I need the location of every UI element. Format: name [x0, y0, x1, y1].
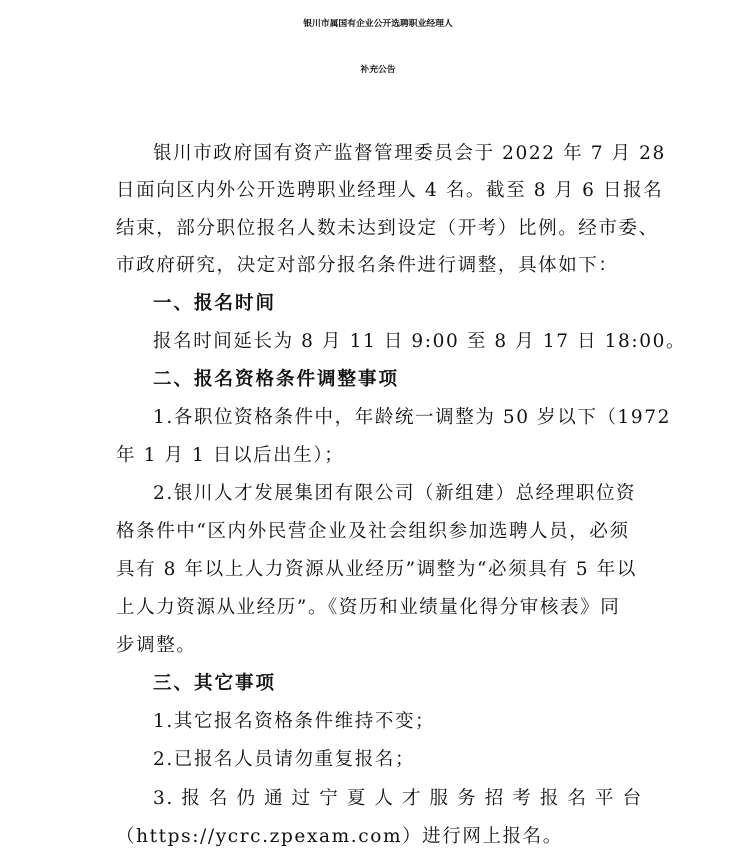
intro-paragraph-line: 结束，部分职位报名人数未达到设定（开考）比例。经市委、 — [116, 218, 659, 239]
registration-time-text: 报名时间延长为 8 月 11 日 9:00 至 8 月 17 日 18:00。 — [153, 331, 687, 352]
qualification-item-line: 2.银川人才发展集团有限公司（新组建）总经理职位资 — [153, 483, 637, 504]
qualification-item-line: 格条件中“区内外民营企业及社会组织参加选聘人员，必须 — [116, 521, 630, 542]
section-heading-other-matters: 三、其它事项 — [153, 673, 277, 694]
section-heading-qualification-changes: 二、报名资格条件调整事项 — [153, 369, 400, 390]
other-matters-item: 2.已报名人员请勿重复报名； — [153, 749, 416, 770]
other-matters-item: 1.其它报名资格条件维持不变； — [153, 711, 436, 732]
document-title: 银川市属国有企业公开选聘职业经理人 — [303, 19, 453, 29]
other-matters-item: 3. 报 名 仍 通 过 宁 夏 人 才 服 务 招 考 报 名 平 台 — [153, 788, 643, 809]
qualification-item-line: 具有 8 年以上人力资源从业经历”调整为“必须具有 5 年以 — [116, 559, 637, 580]
qualification-item-line: 年 1 月 1 日以后出生）； — [116, 445, 345, 466]
qualification-item-line: 步调整。 — [116, 635, 197, 656]
intro-paragraph-line: 日面向区内外公开选聘职业经理人 4 名。截至 8 月 6 日报名 — [116, 180, 664, 201]
document-subtitle: 补充公告 — [360, 65, 396, 75]
intro-paragraph-line: 银川市政府国有资产监督管理委员会于 2022 年 7 月 28 — [153, 143, 666, 164]
other-matters-item: （https://ycrc.zpexam.com）进行网上报名。 — [116, 826, 563, 847]
qualification-item-line: 上人力资源从业经历”。《资历和业绩量化得分审核表》同 — [116, 597, 621, 618]
intro-paragraph-line: 市政府研究，决定对部分报名条件进行调整，具体如下： — [116, 255, 619, 276]
section-heading-registration-time: 一、报名时间 — [153, 293, 277, 314]
qualification-item-line: 1.各职位资格条件中，年龄统一调整为 50 岁以下（1972 — [153, 407, 672, 428]
